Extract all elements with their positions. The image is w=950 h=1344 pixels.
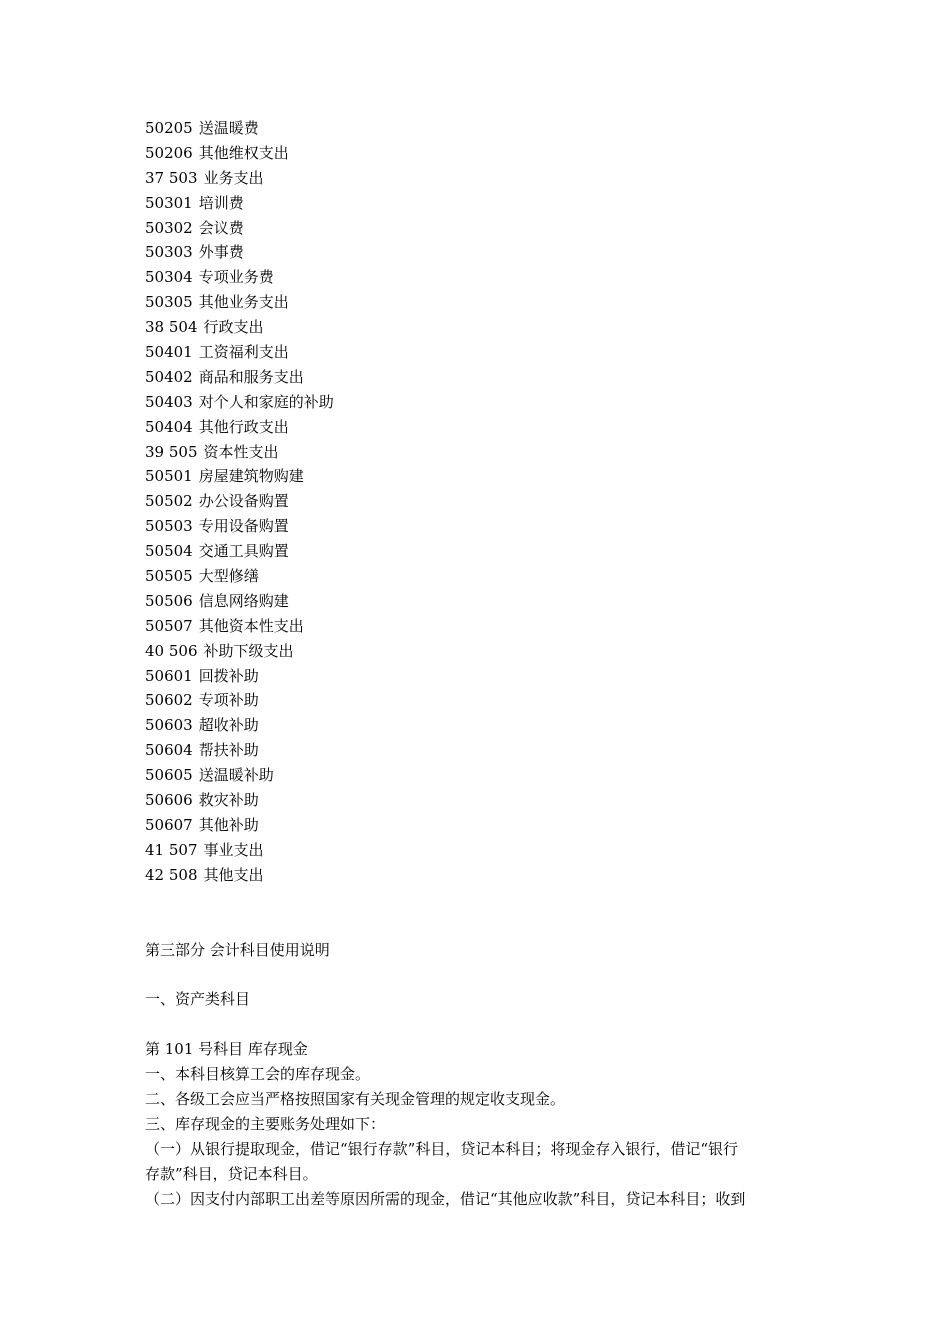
list-item xyxy=(145,863,805,888)
list-item xyxy=(145,440,805,465)
list-item xyxy=(145,489,805,514)
list-item-name: 送温暖补助 xyxy=(198,766,274,785)
list-item-code: 40 506 xyxy=(145,641,198,660)
list-item-name: 业务支出 xyxy=(203,168,264,187)
list-item xyxy=(145,763,805,788)
article-line-3: 三、库存现金的主要账务处理如下： xyxy=(145,1115,386,1133)
list-item-name: 会议费 xyxy=(198,218,244,237)
list-item-code: 50206 xyxy=(145,143,193,162)
list-item-code: 50402 xyxy=(145,367,193,386)
list-item-name: 补助下级支出 xyxy=(203,641,294,660)
list-item xyxy=(145,141,805,166)
list-item-name: 交通工具购置 xyxy=(198,542,289,561)
list-item xyxy=(145,738,805,763)
list-item-code: 50205 xyxy=(145,119,193,137)
list-item-name: 外事费 xyxy=(198,243,244,262)
list-item xyxy=(145,713,805,738)
list-item-code: 39 505 xyxy=(145,442,198,461)
list-item-code: 50303 xyxy=(145,243,193,262)
list-item-code: 50505 xyxy=(145,567,193,586)
list-item-name: 资本性支出 xyxy=(203,442,279,461)
list-item-name: 其他支出 xyxy=(203,865,264,884)
list-item-code: 50503 xyxy=(145,517,193,536)
list-item-name: 工资福利支出 xyxy=(198,343,289,362)
list-item xyxy=(145,216,805,241)
list-item-code: 50305 xyxy=(145,293,193,312)
list-item-code: 50603 xyxy=(145,716,193,735)
list-item-code: 50301 xyxy=(145,193,193,212)
list-item xyxy=(145,664,805,689)
list-item-code: 50403 xyxy=(145,392,193,411)
list-item-code: 50604 xyxy=(145,741,193,760)
list-item xyxy=(145,464,805,489)
list-item xyxy=(145,514,805,539)
article-paragraph-1-line-a: （一）从银行提取现金，借记“银行存款”科目，贷记本科目；将现金存入银行，借记“银行 xyxy=(145,1140,739,1158)
list-item-code: 50501 xyxy=(145,467,193,486)
list-item xyxy=(145,166,805,191)
list-item-code: 50401 xyxy=(145,343,193,362)
list-item xyxy=(145,365,805,390)
list-item-code: 37 503 xyxy=(145,168,198,187)
article-paragraph-1-line-b: 存款”科目，贷记本科目。 xyxy=(145,1165,318,1183)
list-item xyxy=(145,539,805,564)
list-item-name: 行政支出 xyxy=(203,318,264,337)
list-item-code: 50504 xyxy=(145,542,193,561)
list-item-code: 50606 xyxy=(145,791,193,810)
list-item xyxy=(145,788,805,813)
list-item xyxy=(145,315,805,340)
list-item-code: 50506 xyxy=(145,591,193,610)
list-item-code: 38 504 xyxy=(145,318,198,337)
list-item-code: 50502 xyxy=(145,492,193,511)
section-title: 第三部分 会计科目使用说明 xyxy=(145,941,330,959)
list-item-name: 回拨补助 xyxy=(198,666,259,685)
list-item-name: 送温暖费 xyxy=(198,119,259,137)
list-item-name: 商品和服务支出 xyxy=(198,367,304,386)
list-item-name: 房屋建筑物购建 xyxy=(198,467,304,486)
list-item-code: 41 507 xyxy=(145,840,198,859)
list-item xyxy=(145,639,805,664)
list-item-name: 其他维权支出 xyxy=(198,143,289,162)
list-item xyxy=(145,589,805,614)
list-item-name: 专用设备购置 xyxy=(198,517,289,536)
list-item-name: 大型修缮 xyxy=(198,567,259,586)
list-item-name: 办公设备购置 xyxy=(198,492,289,511)
list-item-name: 对个人和家庭的补助 xyxy=(198,392,334,411)
list-item-name: 其他资本性支出 xyxy=(198,616,304,635)
list-item-name: 培训费 xyxy=(198,193,244,212)
list-item xyxy=(145,191,805,216)
list-item-name: 事业支出 xyxy=(203,840,264,859)
list-item-name: 帮扶补助 xyxy=(198,741,259,760)
list-item xyxy=(145,838,805,863)
list-item-code: 50605 xyxy=(145,766,193,785)
list-item xyxy=(145,813,805,838)
list-item-code: 50507 xyxy=(145,616,193,635)
list-item xyxy=(145,265,805,290)
list-item-code: 50601 xyxy=(145,666,193,685)
category-title: 一、资产类科目 xyxy=(145,990,251,1008)
list-item-name: 专项补助 xyxy=(198,691,259,710)
list-item-code: 50602 xyxy=(145,691,193,710)
list-item-name: 其他业务支出 xyxy=(198,293,289,312)
article-cash xyxy=(145,1037,807,1212)
list-item xyxy=(145,240,805,265)
article-title: 第 101 号科目 库存现金 xyxy=(145,1040,308,1058)
list-item-name: 信息网络购建 xyxy=(198,591,289,610)
list-item xyxy=(145,415,805,440)
list-item-name: 专项业务费 xyxy=(198,268,274,287)
list-item xyxy=(145,390,805,415)
list-item-code: 50304 xyxy=(145,268,193,287)
list-item-code: 50404 xyxy=(145,417,193,436)
list-item xyxy=(145,340,805,365)
list-item xyxy=(145,116,805,141)
list-item-code: 50607 xyxy=(145,815,193,834)
list-item xyxy=(145,614,805,639)
list-item xyxy=(145,564,805,589)
list-item-name: 超收补助 xyxy=(198,716,259,735)
list-item-name: 其他补助 xyxy=(198,815,259,834)
account-code-list xyxy=(145,116,805,888)
list-item-name: 其他行政支出 xyxy=(198,417,289,436)
list-item xyxy=(145,688,805,713)
list-item-code: 50302 xyxy=(145,218,193,237)
article-line-1: 一、本科目核算工会的库存现金。 xyxy=(145,1065,371,1083)
article-line-2: 二、各级工会应当严格按照国家有关现金管理的规定收支现金。 xyxy=(145,1090,566,1108)
list-item-name: 救灾补助 xyxy=(198,791,259,810)
article-paragraph-2-line-a: （二）因支付内部职工出差等原因所需的现金，借记“其他应收款”科目，贷记本科目；收到 xyxy=(145,1190,746,1208)
list-item-code: 42 508 xyxy=(145,865,198,884)
list-item xyxy=(145,290,805,315)
